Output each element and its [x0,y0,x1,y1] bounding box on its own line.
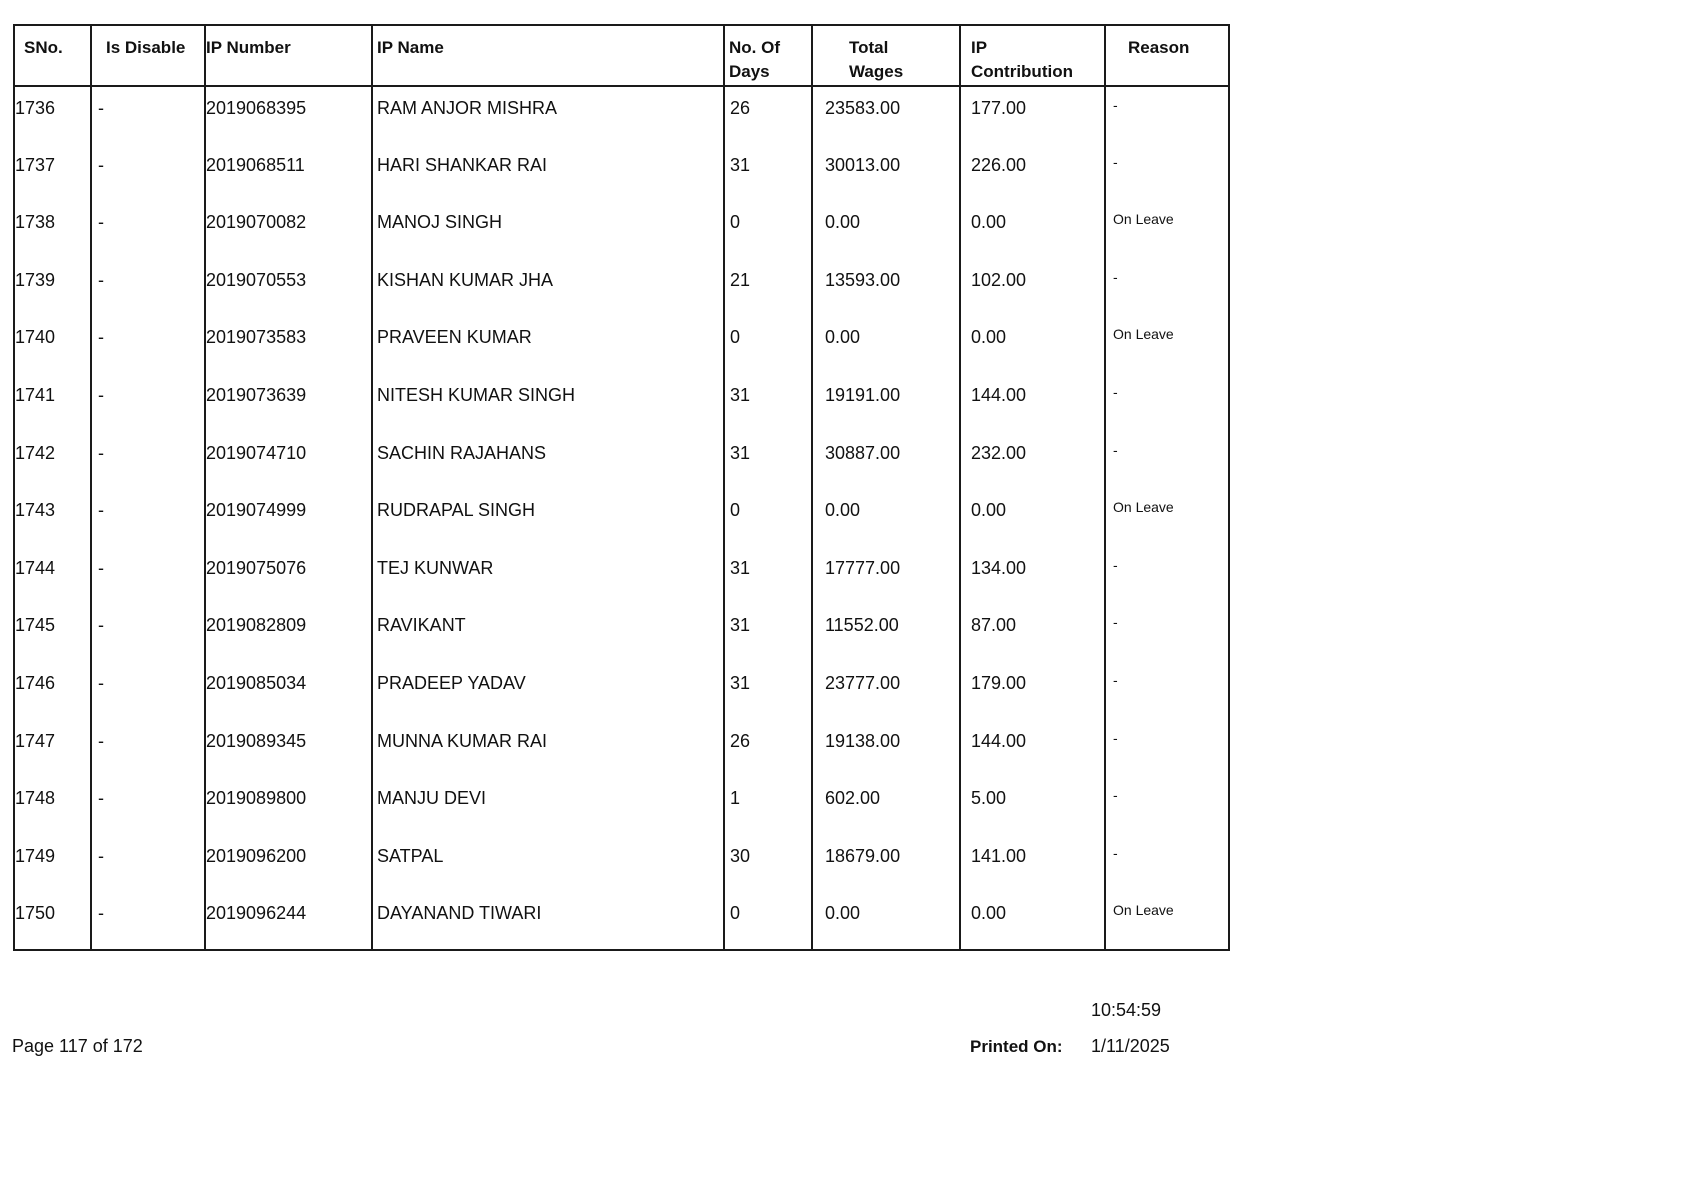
cell-ip-number: 2019085034 [205,662,372,720]
cell-days: 1 [724,777,812,835]
cell-ip-name: PRADEEP YADAV [372,662,724,720]
cell-ip-number: 2019089345 [205,720,372,778]
cell-days: 31 [724,432,812,490]
cell-is-disable: - [91,720,205,778]
cell-wages: 23583.00 [812,86,960,144]
cell-ip-name: KISHAN KUMAR JHA [372,259,724,317]
cell-wages: 18679.00 [812,835,960,893]
cell-contribution: 144.00 [960,720,1105,778]
contribution-table [13,24,1230,951]
page-number: Page 117 of 172 [12,1036,143,1056]
cell-contribution: 226.00 [960,144,1105,202]
cell-ip-number: 2019073639 [205,374,372,432]
printed-date: 1/11/2025 [1091,1036,1170,1056]
cell-reason: - [1105,547,1229,605]
cell-reason: On Leave [1105,201,1229,259]
cell-days: 31 [724,144,812,202]
cell-ip-number: 2019074710 [205,432,372,490]
cell-ip-name: TEJ KUNWAR [372,547,724,605]
cell-days: 0 [724,316,812,374]
cell-ip-name: HARI SHANKAR RAI [372,144,724,202]
cell-sno: 1740 [14,316,91,374]
cell-wages: 19138.00 [812,720,960,778]
cell-wages: 13593.00 [812,259,960,317]
cell-sno: 1738 [14,201,91,259]
cell-reason: - [1105,374,1229,432]
cell-wages: 11552.00 [812,604,960,662]
table-header [14,25,1229,86]
cell-contribution: 0.00 [960,316,1105,374]
cell-reason: - [1105,432,1229,490]
cell-ip-number: 2019096244 [205,892,372,950]
cell-sno: 1748 [14,777,91,835]
cell-is-disable: - [91,201,205,259]
cell-sno: 1736 [14,86,91,144]
cell-days: 0 [724,489,812,547]
header-row [14,25,1229,86]
cell-wages: 0.00 [812,316,960,374]
printed-on-label: Printed On: [970,1037,1063,1056]
header-no-of-days-line2: Days [729,62,770,81]
header-total-wages-line2: Wages [849,62,904,81]
cell-wages: 30013.00 [812,144,960,202]
cell-reason: On Leave [1105,316,1229,374]
header-is-disable [91,25,205,86]
cell-is-disable: - [91,432,205,490]
cell-is-disable: - [91,144,205,202]
cell-contribution: 141.00 [960,835,1105,893]
cell-reason: - [1105,144,1229,202]
table-row [14,892,1229,950]
cell-ip-name: PRAVEEN KUMAR [372,316,724,374]
cell-days: 26 [724,86,812,144]
cell-reason: - [1105,259,1229,317]
table-row [14,201,1229,259]
cell-ip-number: 2019070082 [205,201,372,259]
cell-days: 26 [724,720,812,778]
cell-reason: - [1105,835,1229,893]
cell-is-disable: - [91,777,205,835]
cell-contribution: 0.00 [960,201,1105,259]
printed-time: 10:54:59 [1091,1000,1162,1020]
cell-is-disable: - [91,316,205,374]
table-row [14,374,1229,432]
table-row [14,835,1229,893]
cell-reason: - [1105,720,1229,778]
header-total-wages-line1: Total [849,38,889,57]
table-row [14,144,1229,202]
cell-reason: On Leave [1105,489,1229,547]
cell-contribution: 0.00 [960,892,1105,950]
cell-ip-number: 2019074999 [205,489,372,547]
cell-sno: 1747 [14,720,91,778]
header-ip-contribution-line1: IP [971,38,988,57]
table-row [14,259,1229,317]
header-ip-number [205,25,372,86]
table-row [14,489,1229,547]
cell-is-disable: - [91,547,205,605]
header-reason-label: Reason [1128,38,1190,57]
header-sno [14,25,91,86]
cell-wages: 0.00 [812,892,960,950]
cell-ip-name: MUNNA KUMAR RAI [372,720,724,778]
header-ip-contribution [960,25,1105,86]
cell-ip-number: 2019082809 [205,604,372,662]
table-row [14,86,1229,144]
cell-sno: 1750 [14,892,91,950]
cell-sno: 1739 [14,259,91,317]
cell-days: 31 [724,547,812,605]
cell-is-disable: - [91,662,205,720]
cell-wages: 0.00 [812,489,960,547]
header-ip-number-label: IP Number [206,38,291,57]
cell-contribution: 0.00 [960,489,1105,547]
cell-sno: 1749 [14,835,91,893]
cell-wages: 17777.00 [812,547,960,605]
header-ip-name [372,25,724,86]
cell-reason: - [1105,777,1229,835]
cell-wages: 23777.00 [812,662,960,720]
cell-ip-name: RAVIKANT [372,604,724,662]
cell-wages: 602.00 [812,777,960,835]
cell-contribution: 177.00 [960,86,1105,144]
header-no-of-days [724,25,812,86]
table-row [14,432,1229,490]
header-no-of-days-line1: No. Of [729,38,780,57]
cell-wages: 0.00 [812,201,960,259]
table-row [14,547,1229,605]
cell-sno: 1741 [14,374,91,432]
table-row [14,720,1229,778]
cell-ip-name: SACHIN RAJAHANS [372,432,724,490]
cell-ip-name: RAM ANJOR MISHRA [372,86,724,144]
table-row [14,777,1229,835]
cell-reason: - [1105,86,1229,144]
cell-ip-name: NITESH KUMAR SINGH [372,374,724,432]
table-row [14,316,1229,374]
cell-is-disable: - [91,835,205,893]
cell-contribution: 144.00 [960,374,1105,432]
cell-reason: - [1105,662,1229,720]
header-ip-contribution-line2: Contribution [971,62,1073,81]
cell-ip-number: 2019070553 [205,259,372,317]
cell-ip-name: SATPAL [372,835,724,893]
header-sno-label: SNo. [24,38,63,57]
cell-is-disable: - [91,259,205,317]
cell-sno: 1746 [14,662,91,720]
cell-is-disable: - [91,489,205,547]
cell-sno: 1737 [14,144,91,202]
cell-ip-number: 2019073583 [205,316,372,374]
cell-ip-number: 2019075076 [205,547,372,605]
cell-contribution: 134.00 [960,547,1105,605]
table-row [14,662,1229,720]
table-body [14,86,1229,950]
cell-sno: 1742 [14,432,91,490]
cell-is-disable: - [91,374,205,432]
cell-sno: 1744 [14,547,91,605]
header-is-disable-label: Is Disable [106,38,186,57]
cell-ip-name: MANJU DEVI [372,777,724,835]
cell-wages: 19191.00 [812,374,960,432]
cell-days: 31 [724,604,812,662]
cell-days: 31 [724,374,812,432]
cell-days: 21 [724,259,812,317]
cell-contribution: 179.00 [960,662,1105,720]
cell-ip-name: MANOJ SINGH [372,201,724,259]
cell-ip-number: 2019068395 [205,86,372,144]
header-total-wages [812,25,960,86]
cell-days: 0 [724,892,812,950]
cell-wages: 30887.00 [812,432,960,490]
cell-days: 0 [724,201,812,259]
cell-days: 31 [724,662,812,720]
cell-is-disable: - [91,604,205,662]
cell-ip-number: 2019096200 [205,835,372,893]
cell-ip-number: 2019068511 [205,144,372,202]
cell-ip-name: RUDRAPAL SINGH [372,489,724,547]
cell-sno: 1743 [14,489,91,547]
cell-reason: On Leave [1105,892,1229,950]
cell-contribution: 102.00 [960,259,1105,317]
header-reason [1105,25,1229,86]
cell-days: 30 [724,835,812,893]
cell-reason: - [1105,604,1229,662]
cell-contribution: 87.00 [960,604,1105,662]
cell-ip-number: 2019089800 [205,777,372,835]
cell-contribution: 232.00 [960,432,1105,490]
cell-is-disable: - [91,892,205,950]
cell-ip-name: DAYANAND TIWARI [372,892,724,950]
header-ip-name-label: IP Name [377,38,444,57]
cell-sno: 1745 [14,604,91,662]
table-row [14,604,1229,662]
cell-contribution: 5.00 [960,777,1105,835]
cell-is-disable: - [91,86,205,144]
